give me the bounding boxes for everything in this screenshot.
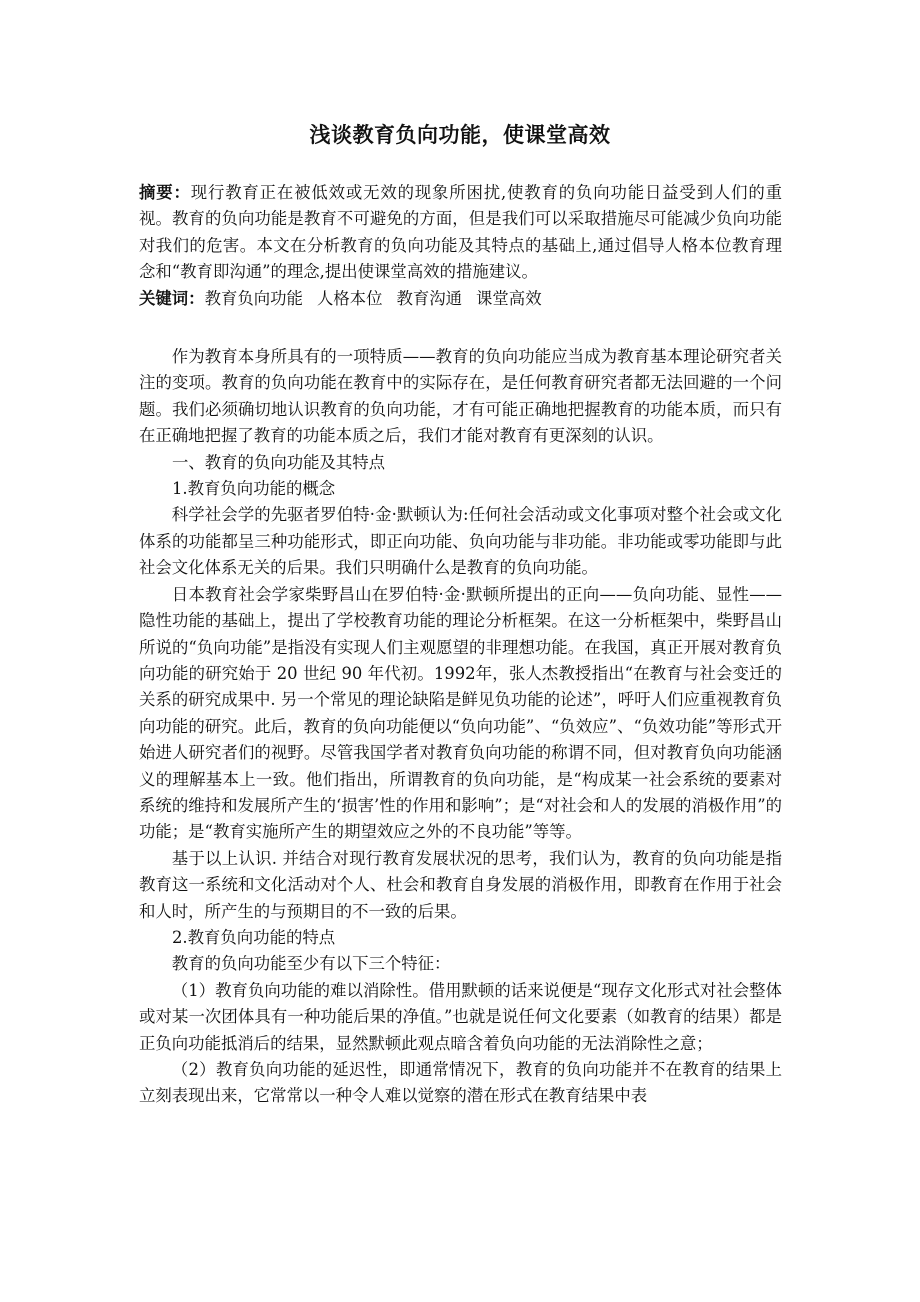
- subsection-heading: 1.教育负向功能的概念: [172, 479, 336, 499]
- keywords: [139, 286, 782, 312]
- paragraph: 日本教育社会学家柴野昌山在罗伯特·金·默顿所提出的正向——负向功能、显性——隐性功能的基础上，提出了学校教育功能的理论分析框架。在这一分析框架中，柴野昌山所说的“负向功能”是指没有实现人们主观愿望的非理想功能。在我国，真正开展对教育负向功能的研究始于 20 世纪 90 年代初。1992年，张人杰教授指出“在教育与社会变迁的关系的研究成果中. 另一个常见的理论缺陷是鲜见负功能的论述”，呼吁人们应重视教育负向功能的研究。此后，教育的负向功能便以“负向功能”、“负效应”、“负效功能”等形式开始进人研究者们的视野。尽管我国学者对教育负向功能的称谓不同，但对教育负向功能涵义的理解基本上一致。他们指出，所谓教育的负向功能，是“构成某一社会系统的要素对系统的维持和发展所产生的‘损害’性的作用和影响”；是“对社会和人的发展的消极作用”的功能；是“教育实施所产生的期望效应之外的不良功能”等等。: [139, 584, 782, 842]
- keyword: 人格本位: [316, 288, 383, 308]
- subsection-heading: 2.教育负向功能的特点: [172, 927, 336, 947]
- keyword: 教育负向功能: [204, 288, 303, 308]
- feature-item: （1）教育负向功能的难以消除性。借用默顿的话来说便是“现存文化形式对社会整体或对某一次团体具有一种功能后果的净值。”也就是说任何文化要素（如教育的结果）都是正负向功能抵消后的结果，显然默顿此观点暗含着负向功能的无法消除性之意；: [139, 980, 782, 1053]
- abstract-text: 现行教育正在被低效或无效的现象所困扰,使教育的负向功能日益受到人们的重视。教育的负向功能是教育不可避免的方面，但是我们可以采取措施尽可能减少负向功能对我们的危害。本文在分析教育的负向功能及其特点的基础上,通过倡导人格本位教育理念和“教育即沟通”的理念,提出使课堂高效的措施建议。: [139, 183, 782, 282]
- paragraph: 教育的负向功能至少有以下三个特征：: [171, 954, 451, 974]
- document-body: [139, 180, 782, 1110]
- section-heading: 一、教育的负向功能及其特点: [172, 452, 386, 472]
- paragraph: 科学社会学的先驱者罗伯特·金·默顿认为:任何社会活动或文化事项对整个社会或文化体系的功能都呈三种功能形式，即正向功能、负向功能与非功能。非功能或零功能即与此社会文化体系无关的后果。我们只明确什么是教育的负向功能。: [139, 505, 782, 578]
- abstract-label: 摘要：: [139, 183, 191, 202]
- keyword: 教育沟通: [396, 288, 463, 308]
- intro-paragraph: 作为教育本身所具有的一项特质——教育的负向功能应当成为教育基本理论研究者关注的变项。教育的负向功能在教育中的实际存在，是任何教育研究者都无法回避的一个问题。我们必须确切地认识教育的负向功能，才有可能正确地把握教育的功能本质，而只有在正确地把握了教育的功能本质之后，我们才能对教育有更深刻的认识。: [139, 347, 782, 446]
- feature-item: （2）教育负向功能的延迟性，即通常情况下，教育的负向功能并不在教育的结果上立刻表现出来，它常常以一种令人难以觉察的潜在形式在教育结果中表: [139, 1060, 782, 1106]
- abstract: [139, 180, 782, 286]
- paragraph: 基于以上认识. 并结合对现行教育发展状况的思考，我们认为，教育的负向功能是指教育这一系统和文化活动对个人、杜会和教育自身发展的消极作用，即教育在作用于社会和人时，所产生的与预期目的不一致的后果。: [139, 848, 782, 921]
- page-title: 浅谈教育负向功能，使课堂高效: [309, 123, 611, 147]
- keyword: 课堂高效: [476, 288, 542, 308]
- keywords-label: 关键词：: [139, 288, 205, 308]
